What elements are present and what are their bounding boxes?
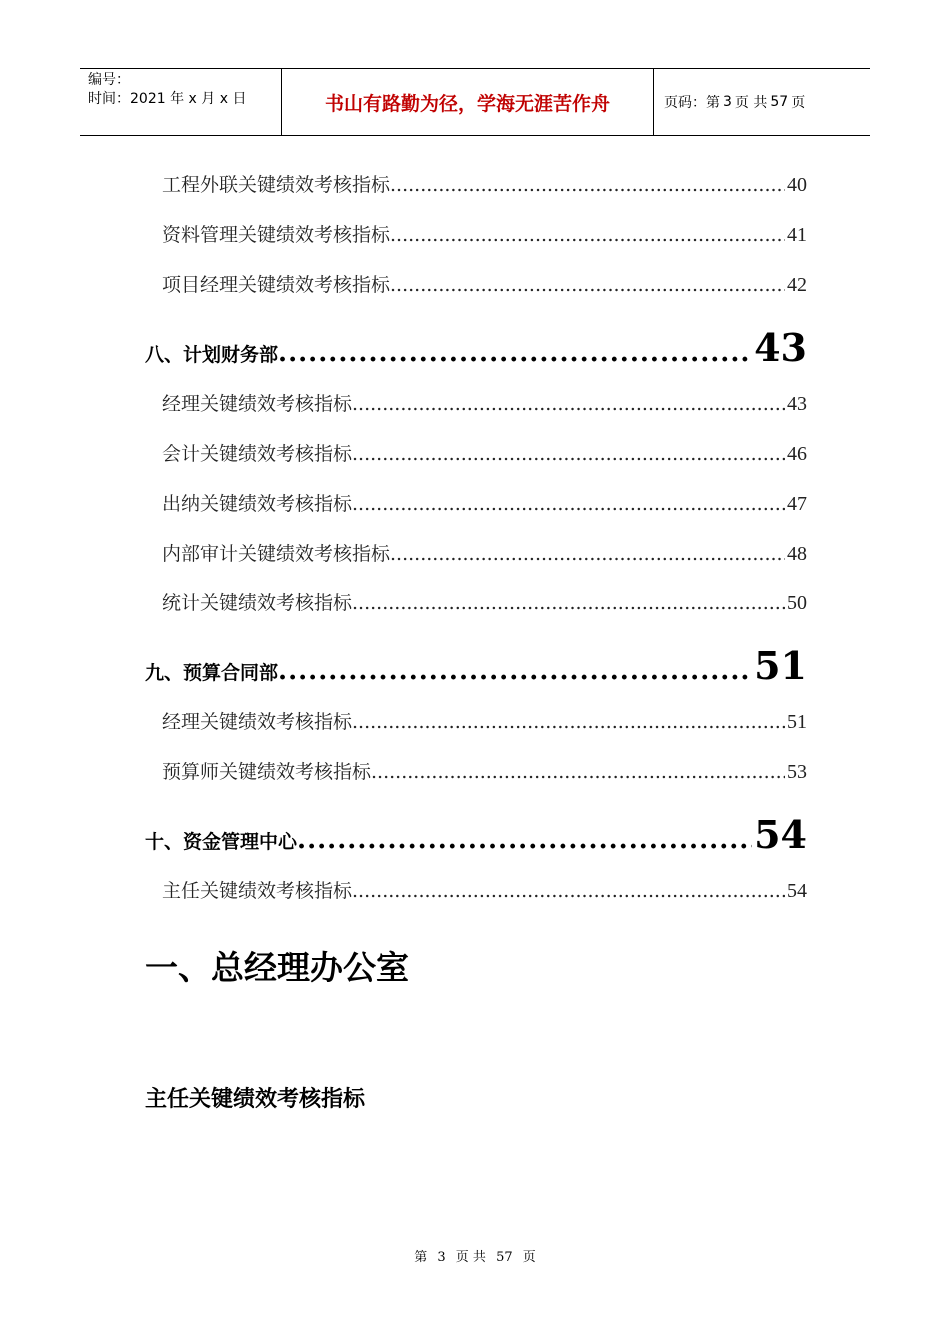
toc-chapter-entry[interactable]	[145, 812, 807, 857]
toc-entry-page: 47	[787, 493, 807, 515]
header-page-info	[654, 69, 870, 135]
toc-entry-title: 十、资金管理中心	[145, 831, 298, 853]
page-suffix: 页	[791, 95, 806, 111]
header-motto: 书山有路勤为径，学海无涯苦作舟	[282, 69, 654, 135]
toc-entry-title: 出纳关键绩效考核指标	[162, 493, 353, 515]
page-prefix: 页码：第	[664, 95, 720, 111]
toc-dot-leader	[352, 393, 785, 415]
toc-entry-page: 54	[754, 812, 807, 857]
toc-dot-leader	[390, 224, 785, 246]
document-header	[80, 68, 870, 136]
page-total: 57	[770, 94, 789, 110]
subsection-heading: 主任关键绩效考核指标	[145, 1087, 366, 1112]
toc-entry-title: 项目经理关键绩效考核指标	[162, 274, 391, 296]
toc-entry-page: 42	[787, 274, 807, 296]
toc-dot-leader	[352, 711, 785, 733]
toc-entry[interactable]	[162, 270, 807, 297]
header-meta-cell	[80, 69, 282, 135]
number-label: 编号：	[88, 72, 130, 88]
toc-entry-title: 经理关键绩效考核指标	[162, 393, 353, 415]
toc-entry-title: 会计关键绩效考核指标	[162, 443, 353, 465]
toc-entry-page: 41	[787, 224, 807, 246]
toc-entry-page: 48	[787, 543, 807, 565]
toc-entry-title: 工程外联关键绩效考核指标	[162, 174, 391, 196]
toc-dot-leader	[390, 543, 785, 565]
time-label: 时间：2021 年 x 月 x 日	[88, 91, 247, 107]
toc-dot-leader	[352, 443, 785, 465]
toc-entry-page: 50	[787, 592, 807, 614]
page-mid: 页 共	[734, 95, 768, 111]
toc-entry-page: 46	[787, 443, 807, 465]
toc-entry[interactable]	[162, 489, 807, 516]
toc-entry-title: 主任关键绩效考核指标	[162, 880, 353, 902]
toc-entry-page: 43	[787, 393, 807, 415]
toc-entry-title: 统计关键绩效考核指标	[162, 592, 353, 614]
toc-dot-leader	[278, 656, 752, 686]
footer-total: 57	[496, 1250, 513, 1265]
toc-dot-leader	[390, 174, 785, 196]
toc-dot-leader	[352, 592, 785, 614]
toc-entry-title: 内部审计关键绩效考核指标	[162, 543, 391, 565]
toc-entry[interactable]	[162, 539, 807, 566]
toc-entry-page: 40	[787, 174, 807, 196]
toc-entry[interactable]	[162, 170, 807, 197]
toc-entry[interactable]	[162, 876, 807, 903]
toc-entry[interactable]	[162, 707, 807, 734]
footer-prefix: 第	[414, 1250, 428, 1265]
section-heading: 一、总经理办公室	[145, 948, 409, 987]
toc-dot-leader	[352, 493, 785, 515]
toc-entry[interactable]	[162, 588, 807, 615]
page-current: 3	[723, 94, 732, 110]
toc-entry-title: 预算师关键绩效考核指标	[162, 761, 372, 783]
toc-entry[interactable]	[162, 439, 807, 466]
footer-current: 3	[437, 1250, 446, 1265]
toc-dot-leader	[297, 825, 752, 855]
toc-dot-leader	[352, 880, 785, 902]
footer-suffix: 页	[522, 1250, 536, 1265]
toc-dot-leader	[278, 338, 752, 368]
toc-dot-leader	[390, 274, 785, 296]
toc-entry-page: 51	[754, 643, 807, 688]
toc-entry-page: 51	[787, 711, 807, 733]
toc-chapter-entry[interactable]	[145, 325, 807, 370]
footer-mid: 页 共	[455, 1250, 486, 1265]
toc-entry[interactable]	[162, 757, 807, 784]
toc-entry-title: 经理关键绩效考核指标	[162, 711, 353, 733]
toc-dot-leader	[371, 761, 785, 783]
toc-entry[interactable]	[162, 220, 807, 247]
toc-entry[interactable]	[162, 389, 807, 416]
toc-chapter-entry[interactable]	[145, 643, 807, 688]
toc-entry-page: 54	[787, 880, 807, 902]
toc-entry-title: 九、预算合同部	[145, 662, 279, 684]
toc-entry-title: 八、计划财务部	[145, 344, 279, 366]
toc-entry-title: 资料管理关键绩效考核指标	[162, 224, 391, 246]
toc-entry-page: 53	[787, 761, 807, 783]
page-footer	[0, 1246, 950, 1265]
toc-entry-page: 43	[754, 325, 807, 370]
